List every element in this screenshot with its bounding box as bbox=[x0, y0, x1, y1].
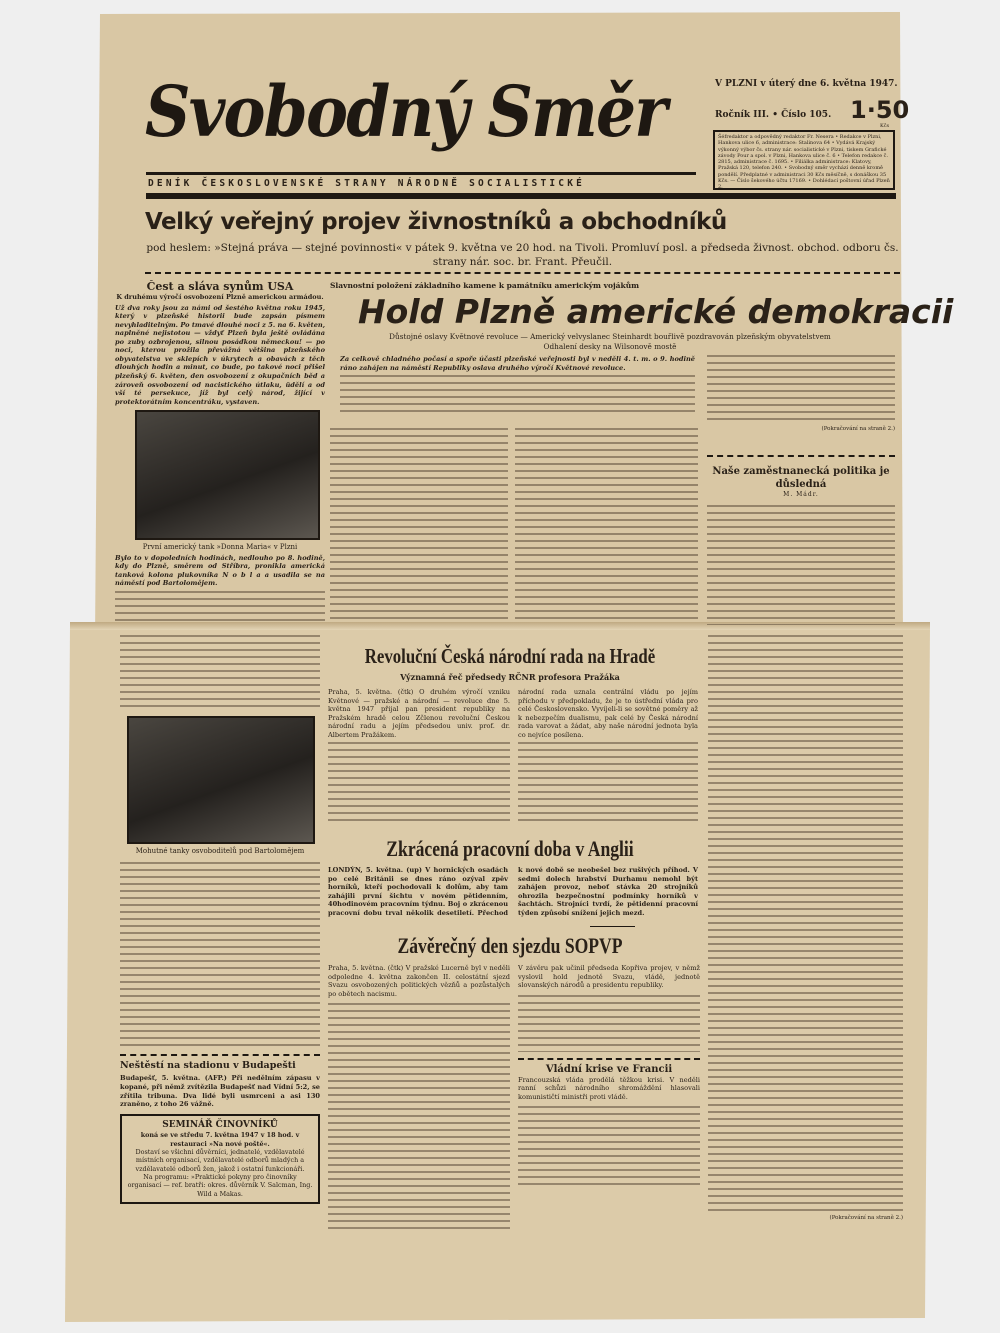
volume-number: Ročník III. • Číslo 105. bbox=[715, 110, 832, 120]
cest-headline: Čest a sláva synům USA bbox=[146, 280, 294, 293]
right-column-lower bbox=[708, 632, 903, 1222]
masthead-bottom-rule bbox=[146, 193, 896, 199]
seminar-text: Dostaví se všichni důvěrníci, jednatelé, vzdělavatelé místních organisací, vzdělavatelé odborů mladých a vzdělavatelé odborů žen, jakož i ostatní funkcionáři. bbox=[135, 1148, 305, 1173]
revolution-council-col1-lines bbox=[328, 739, 510, 822]
left-column-continued-text bbox=[120, 632, 320, 712]
right-column-text bbox=[707, 352, 895, 424]
england-text: LONDÝN, 5. května. (up) V hornických osadách po celé Británii se dnes ráno ozýval zpěv horníků, kteří pochodovali k dolům, aby tam zahájili první šichtu v novém pětidenním, 40hodinovém pracovním týdnu. Boj o zkrácenou pracovní dobu trval několik desetiletí. Přechod k nové době se neobešel bez rušivých příhod. V sedmi dolech hrabství Durhamu nemohl být zahájen provoz, neboť stávka 20 strojníků ohrozila bezpečnostní podmínky horníků v šachtách. Strojníci tvrdí, že pětidenní pracovní týden způsobí snížení jejich mezd. bbox=[328, 866, 698, 917]
short-rule bbox=[590, 926, 635, 927]
seminar-title: SEMINÁŘ ČINOVNÍKŮ bbox=[162, 1119, 278, 1130]
sopvp-col1: Praha, 5. května. (čtk) V pražské Lucerně byl v neděli odpoledne 4. května zakončen II. celostátní sjezd Svazu osvobozených politických vězňů a pozůstalých po obětech nacismu. bbox=[328, 964, 510, 998]
left-column-upper bbox=[115, 280, 325, 625]
section-rule bbox=[707, 455, 895, 457]
revolution-council-col2: národní rada uznala centrální vládu po jejím příchodu v předpokladu, že je to ústřední vláda pro celé Československo. Vyvíjeli-li se sovětné poměry až k nebezpečím dualismu, pak celé by Česká národní rada varovat a žádat, aby naše národní jednota byla co nejvíce posílena. bbox=[518, 688, 698, 739]
tank-photo bbox=[135, 410, 320, 540]
sopvp-col1-box bbox=[328, 964, 510, 1230]
lead-kicker: Slavnostní položení základního kamene k památníku americkým vojákům bbox=[330, 281, 640, 290]
left-column-lower bbox=[120, 632, 320, 1204]
sopvp-col2: V závěru pak učinil předseda Kopřiva projev, v němž vyslovil hold jednotě Svazu, vládě, jednotě slovanských národů a presidentu republiky. bbox=[518, 964, 700, 990]
stadium-headline: Neštěstí na stadionu v Budapešti bbox=[120, 1060, 296, 1072]
section-rule bbox=[518, 1058, 700, 1060]
revolution-council-col1: Praha, 5. května. (čtk) O druhém výročí vzniku Květnové — pražské a národní — revoluce dne 5. května 1947 přijal pan president republiky na Pražském hradě celou Zčlenou revoluční Českou národní radu a jejím předsedou univ. prof. dr. Albertem Pražákem. bbox=[328, 688, 510, 739]
lead-intro-text-lines bbox=[340, 372, 695, 417]
seminar-when: koná se ve středu 7. května 1947 v 18 hod. v restauraci »Na nové poště«. bbox=[140, 1131, 300, 1148]
revolution-council-col1-box bbox=[328, 688, 510, 822]
lead-intro-box bbox=[340, 355, 695, 417]
france-text: Francouzská vláda prodělá těžkou krisi. V neděli ranní schůzi národního shromáždění hlasovali komunističtí ministři proti vládě. bbox=[518, 1075, 700, 1101]
continued-note-lower: (Pokračování na straně 2.) bbox=[829, 1214, 903, 1221]
france-headline: Vládní krise ve Francii bbox=[545, 1063, 673, 1075]
sopvp-col1-lines bbox=[328, 1000, 510, 1230]
lead-column-2-lines bbox=[515, 425, 698, 623]
section-rule bbox=[120, 1054, 320, 1056]
revolution-council-headline: Revoluční Česká národní rada na Hradě bbox=[364, 644, 656, 668]
lead-column-1-lines bbox=[330, 425, 508, 623]
seminar-box bbox=[120, 1114, 320, 1204]
masthead-tagline: DENÍK ČESKOSLOVENSKÉ STRANY NÁRODNĚ SOCIALISTICKÉ bbox=[148, 178, 586, 189]
france-text-lines bbox=[518, 1103, 700, 1190]
masthead-title: Svobodný Směr bbox=[145, 70, 666, 153]
photo2-caption: Mohutné tanky osvoboditelů pod Bartolomějem bbox=[135, 847, 305, 855]
photo1-article-text: Bylo to v dopoledních hodinách, nedlouho po 8. hodině, kdy do Plzně, směrem od Stříbra, pronikla americká tanková kolona plukovníka N o b l a a usadila se na náměstí pod Bartolomějem. bbox=[115, 553, 325, 588]
cest-subheadline: K druhému výročí osvobození Plzně americkou armádou. bbox=[116, 292, 324, 301]
revolution-council-col2-box bbox=[518, 688, 698, 822]
sopvp-headline: Závěrečný den sjezdu SOPVP bbox=[397, 933, 623, 958]
england-headline: Zkrácená pracovní doba v Anglii bbox=[386, 836, 634, 861]
sopvp-col2-box bbox=[518, 964, 700, 1190]
photo1-caption: První americký tank »Donna Maria« v Plzni bbox=[142, 543, 298, 552]
banner-rule bbox=[145, 272, 900, 274]
sopvp-col2-lines bbox=[518, 992, 700, 1052]
banner-subline: pod heslem: »Stejná práva — stejné povinnosti« v pátek 9. května ve 20 hod. na Tivoli. Promluví posl. a předseda živnost. obchod. odboru čs. strany nár. soc. br. Frant. Přeučil. bbox=[146, 242, 899, 269]
lead-subhead: Důstojné oslavy Květnové revoluce — Americký velvyslanec Steinhardt bouřlivě pozdravován plzeňským obyvatelstvem bbox=[389, 332, 831, 341]
seminar-program: Na programu: »Praktické pokyny pro činovníky organisací — ref. bratři: okres. důvěrník V. Salcman, Ing. Wild a Makas. bbox=[127, 1173, 313, 1198]
continued-note: (Pokračování na straně 2.) bbox=[821, 426, 895, 432]
lead-column-2 bbox=[515, 425, 698, 623]
currency: Kčs bbox=[880, 123, 890, 129]
right-column-upper bbox=[707, 352, 895, 625]
left-column-upper-text-lines bbox=[115, 588, 325, 625]
masthead-rule bbox=[146, 172, 696, 175]
author: M. Mádr. bbox=[783, 491, 819, 499]
stadium-text: Budapešť, 5. května. (AFP.) Při nedělním zápasu v kopané, při němž zvítězila Budapešť nad Vídní 5:2, se zřítila tribuna. Dva lidé byli usmrceni a asi 130 zraněno, z toho 26 vážně. bbox=[120, 1074, 320, 1109]
employment-policy-headline: Naše zaměstnanecká politika je důsledná bbox=[712, 466, 890, 491]
dateline: V PLZNI v úterý dne 6. května 1947. bbox=[715, 79, 898, 89]
lead-intro: Za celkově chladného počasí a spoře účasti plzeňské veřejnosti byl v neděli 4. t. m. o 9. hodině ráno zahájen na náměstí Republiky oslava druhého výročí Květnové revoluce. bbox=[340, 355, 695, 372]
banner-headline: Velký veřejný projev živnostníků a obchodníků bbox=[145, 209, 727, 235]
revolution-council-subhead: Významná řeč předsedy RČNR profesora Pražáka bbox=[400, 672, 620, 682]
employment-policy-text bbox=[707, 502, 895, 625]
lead-subhead-2: Odhalení desky na Wilsonově mostě bbox=[543, 342, 677, 351]
tanks-photo bbox=[127, 716, 315, 844]
left-column-italic-text bbox=[120, 859, 320, 1050]
lead-column-1 bbox=[330, 425, 508, 623]
cest-article-text: Už dva roky jsou za námi od šestého května roku 1945, který v plzeňské historii bude zapsán písmem nevyhladitelným. Po tmavé dlouhé noci z 5. na 6. květen, naplněné nejistotou — vždyť Plzeň byla ještě ovládána po zuby ozbrojenou, silnou posádkou německou! — po noci, kterou prožila převážná většina plzeňského obyvatelstva ve sklepích v úkrytech a obavách z těch dlouhých hodin a minut, co bude, po takové noci přišel plzeňský 6. květen, den osvobození z okupačních běd a zároveň osvobození od nacistického útlaku, ŭdělí a od vší té persekuce, jíž byl celý národ, žijící v protektorátním koncentráku, vystaven. bbox=[115, 303, 325, 406]
imprint-box: Šéfredaktor a odpovědný redaktor Fr. Nesera • Redakce v Plzni, Hankova ulice 6, administrace: Stalinova 64 • Vydává Krajský výkonný výbor čs. strany nár. socialistické v Plzni, tiskem Grafické závody Pour a spol. v Plzni, Hankova ulice č. 6 • Telefon redakce č. 2815, administrace č. 1695. • Filiálka administrace: Klatovy, Pražská 120, telefon 240. • Svobodný směr vychází denně kromě pondělí. Předplatné v administraci 30 Kčs měsíčně, s donáškou 35 Kčs. — Číslo šekového účtu 17169. • Dohlédací poštovní úřad Plzeň 2. bbox=[713, 130, 895, 190]
price: 1·50 bbox=[850, 96, 910, 124]
lead-headline: Hold Plzně americké demokracii bbox=[358, 292, 954, 331]
revolution-council-col2-lines bbox=[518, 739, 698, 822]
employment-policy-continued bbox=[708, 632, 903, 1212]
